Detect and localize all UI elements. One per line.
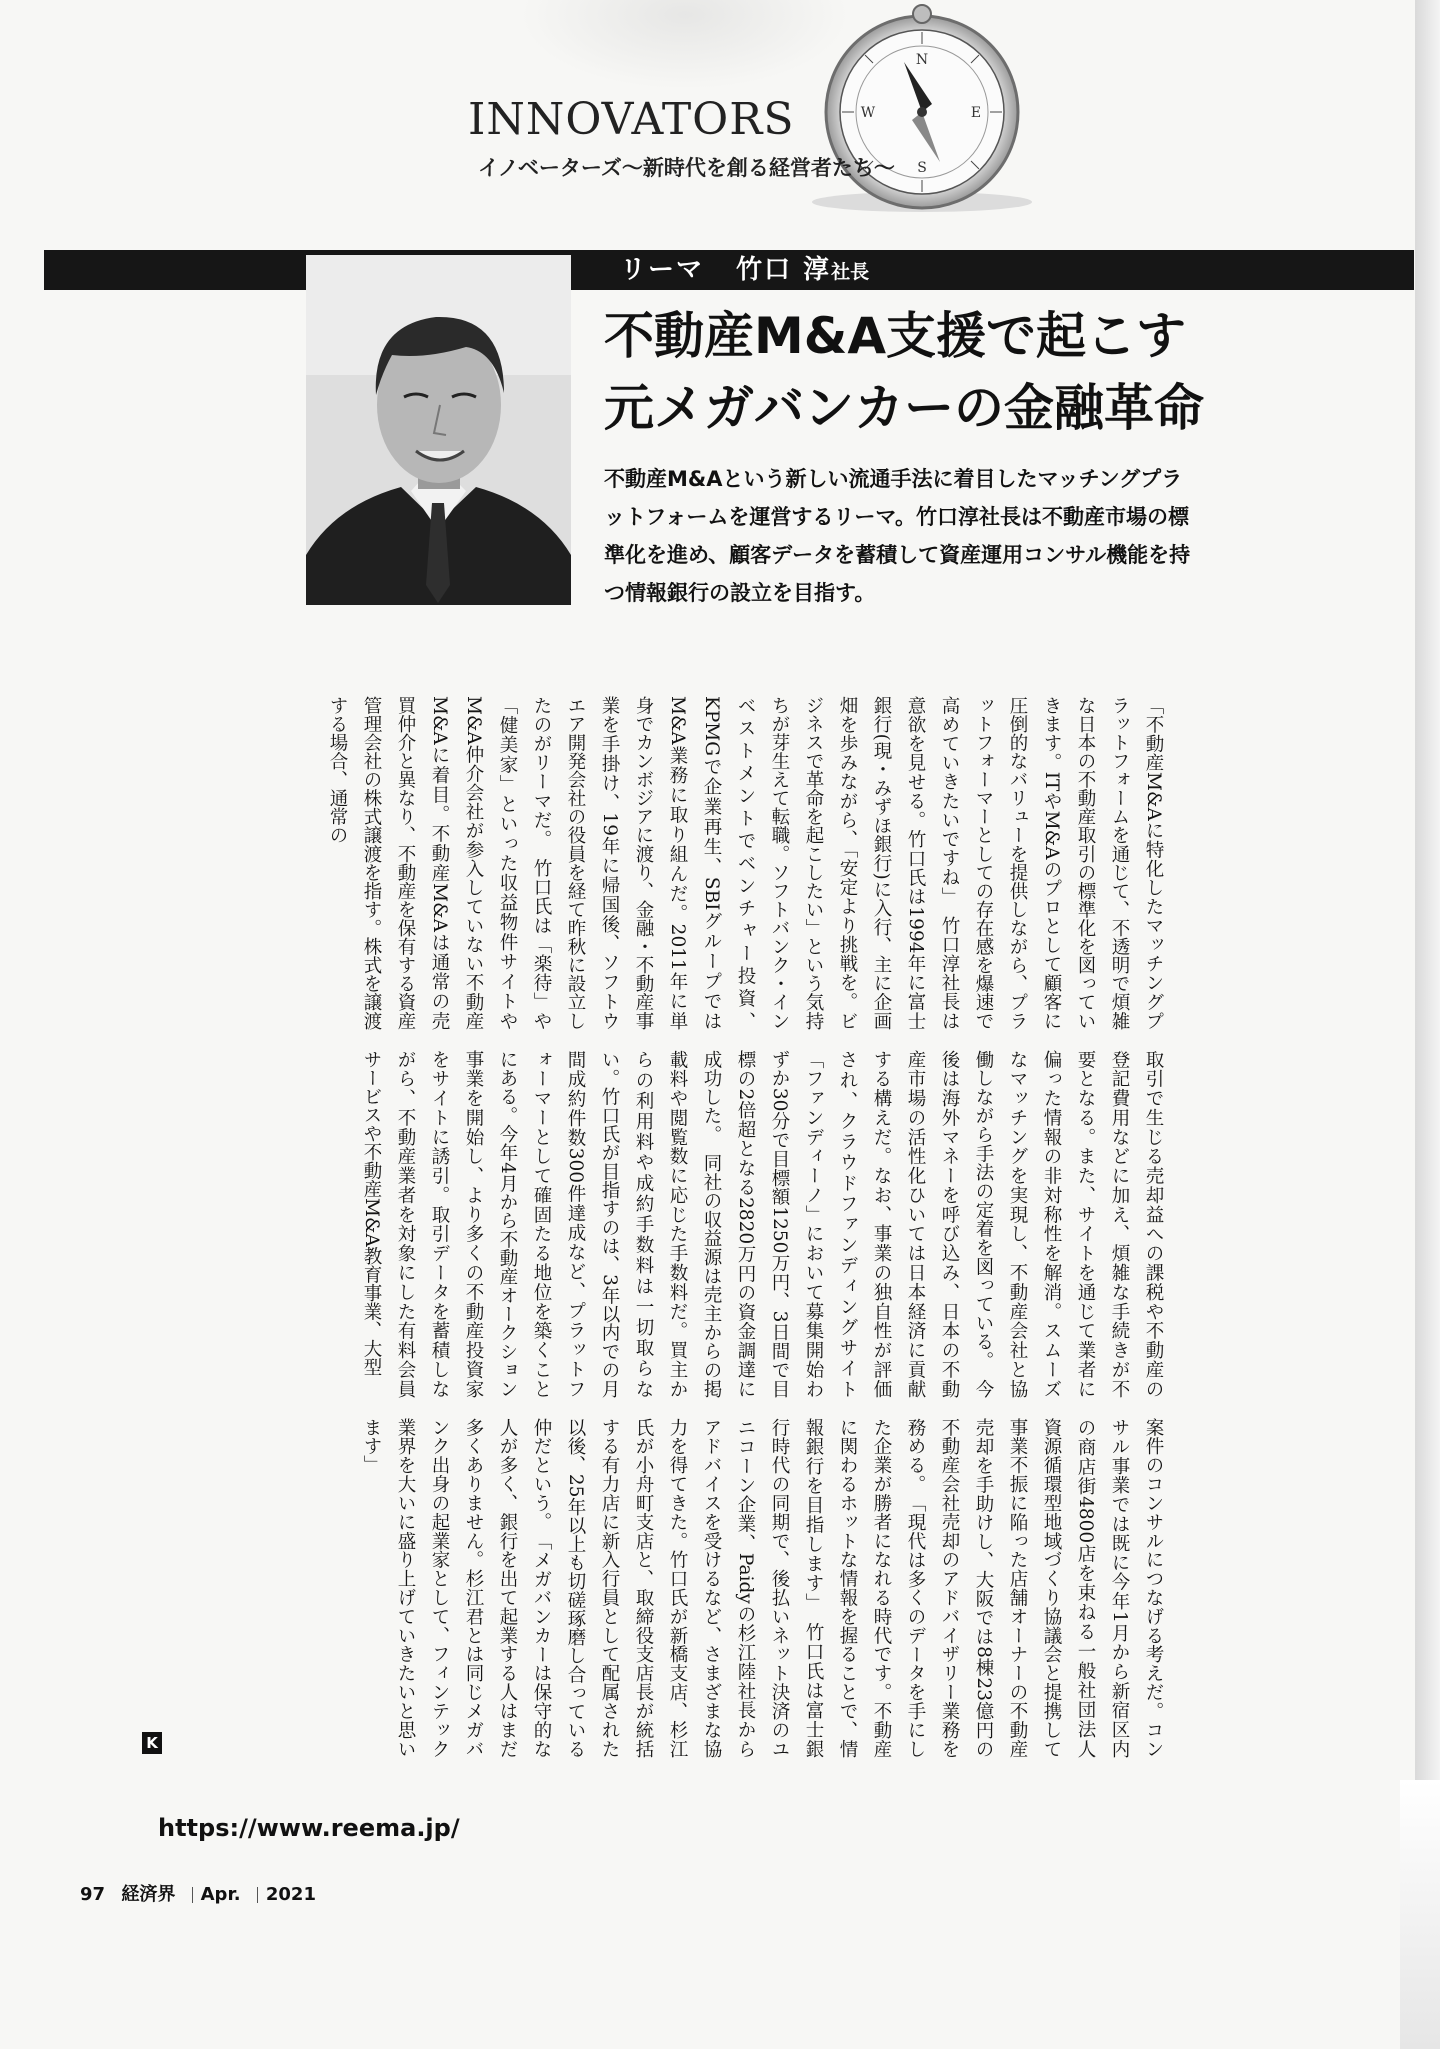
svg-text:N: N	[915, 52, 929, 68]
interviewee-name: 竹口 淳	[736, 255, 832, 285]
interviewee-label	[620, 253, 869, 287]
headline-line-2: 元メガバンカーの金融革命	[604, 379, 1204, 437]
lead-paragraph: 不動産M&Aという新しい流通手法に着目したマッチングプラットフォームを運営するリーマ。竹口淳社長は不動産市場の標準化を進め、顧客データを蓄積して資産運用コンサル機能を持つ情報銀行の設立を目指す。	[604, 467, 1191, 605]
headline	[604, 300, 1404, 444]
series-subtitle: イノベーターズ〜新時代を創る経営者たち〜	[478, 156, 895, 180]
portrait-photo	[306, 255, 571, 605]
svg-text:E: E	[970, 105, 982, 121]
svg-text:S: S	[917, 160, 927, 176]
interviewee-title: 社長	[831, 261, 870, 283]
headline-line-1: 不動産M&A支援で起こす	[604, 307, 1187, 365]
body-column-2: 取引で生じる売却益への課税や不動産の登記費用などに加え、煩雑な手続きが不要となる。また、サイトを通じて業者に偏った情報の非対称性を解消。スムーズなマッチングを実現し、不動産会社と協働しながら手法の定着を図っている。 今後は海外マネーを呼び込み、日本の不動産市場の活性化ひいては日本経済に貢献する構えだ。なお、事業の独自性が評価され、クラウドファンディングサイト「ファンディーノ」において募集開始わずか30分で目標額1250万円、3日間で目標の2倍超となる2820万円の資金調達に成功した。 同社の収益源は売主からの掲載料や閲覧数に応じた手数料だ。買主からの利用料や成約手数料は一切取らない。竹口氏が目指すのは、3年以内での月間成約件数300件達成など、プラットフォーマーとして確固たる地位を築くことにある。今年4月から不動産オークション事業を開始し、より多くの不動産投資家をサイトに誘引。取引データを蓄積しながら、不動産業者を対象にした有料会員サービスや不動産M&A教育事業、大型	[361, 1050, 1164, 1398]
body-column-3: 案件のコンサルにつなげる考えだ。コンサル事業では既に今年1月から新宿区内の商店街4800店を束ねる一般社団法人資源循環型地域づくり協議会と提携して事業不振に陥った店舗オーナーの不動産売却を手助けし、大阪では8棟23億円の不動産会社売却のアドバイザリー業務を務める。 「現代は多くのデータを手にした企業が勝者になれる時代です。不動産に関わるホットな情報を握ることで、情報銀行を目指します」 竹口氏は富士銀行時代の同期で、後払いネット決済のユニコーン企業、Paidyの杉江陸社長からアドバイスを受けるなど、さまざまな協力を得てきた。竹口氏が新橋支店、杉江氏が小舟町支店と、取締役支店長が統括する有力店に新入行員として配属された以後、25年以上も切磋琢磨し合っている仲だという。 「メガバンカーは保守的な人が多く、銀行を出て起業する人はまだ多くありません。杉江君とは同じメガバンク出身の起業家として、フィンテック業界を大いに盛り上げていきたいと思います」	[361, 1418, 1164, 1758]
issue-month: Apr.	[200, 1884, 241, 1905]
series-title: INNOVATORS	[468, 94, 795, 145]
magazine-name: 経済界	[121, 1884, 176, 1905]
issue-year: 2021	[265, 1884, 316, 1905]
company-name: リーマ	[620, 255, 705, 285]
footer-divider	[192, 1887, 193, 1903]
body-column-1: 「不動産M&Aに特化したマッチングプラットフォームを通じて、不透明で煩雑な日本の不動産取引の標準化を図っていきます。ITやM&Aのプロとして顧客に圧倒的なバリューを提供しながら、プラットフォーマーとしての存在感を爆速で高めていきたいですね」 竹口淳社長は意欲を見せる。竹口氏は1994年に富士銀行(現・みずほ銀行)に入行、主に企画畑を歩みながら、「安定より挑戦を。ビジネスで革命を起こしたい」という気持ちが芽生えて転職。ソフトバンク・インベストメントでベンチャー投資、KPMGで企業再生、SBIグループではM&A業務に取り組んだ。2011年に単身でカンボジアに渡り、金融・不動産事業を手掛け、19年に帰国後、ソフトウエア開発会社の役員を経て昨秋に設立したのがリーマだ。 竹口氏は「楽待」や「健美家」といった収益物件サイトやM&A仲介会社が参入していない不動産M&Aに着目。不動産M&Aは通常の売買仲介と異なり、不動産を保有する資産管理会社の株式譲渡を指す。株式を譲渡する場合、通常の	[327, 696, 1164, 1030]
company-url[interactable]: https://www.reema.jp/	[158, 1814, 460, 1842]
compass-icon	[772, 4, 1042, 214]
page-footer	[80, 1880, 326, 1906]
end-mark: K	[142, 1732, 162, 1754]
svg-text:W: W	[860, 105, 876, 121]
page-edge	[1415, 0, 1440, 2049]
page-number: 97	[80, 1884, 106, 1905]
footer-divider	[257, 1887, 258, 1903]
page-edge-lower	[1400, 1780, 1440, 2049]
